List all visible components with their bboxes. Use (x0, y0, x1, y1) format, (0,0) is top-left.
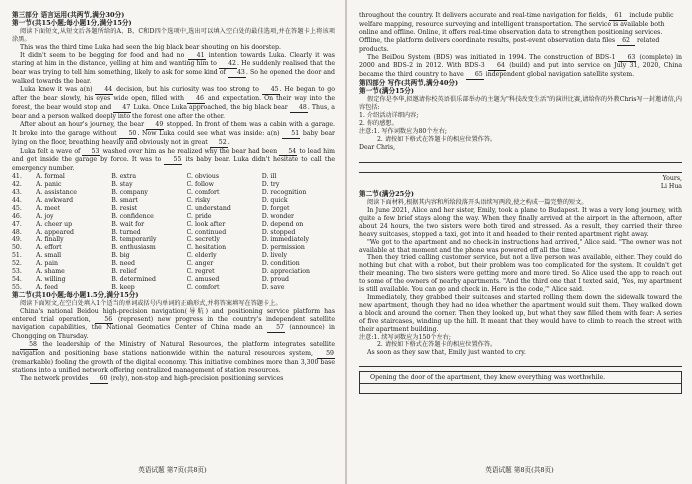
answer-line[interactable] (359, 153, 682, 163)
cloze-paragraph: Luka knew it was a(n) 44 decision, but his curiosity was too strong to 45. He began to go after the bear slowly, his eyes wide open, filled with 46 and expectation. On their way into the forest, the bear would stop and 47 Luka. Once Luka approached, the big black bear 48. Thus, a bear and a person walked deeply into the forest one after the other. (12, 86, 335, 120)
option-choice[interactable]: D. proud (261, 276, 290, 283)
option-choice[interactable]: D. recognition (261, 189, 307, 197)
cloze-paragraph: It didn't seem to be begging for food and had no 41 intention towards Luka. Clearly it was staring at him in the distance, yelling at him and wanting him to 42. He suddenly realised that the bear was trying to tell him something, likely to ask for some kind of 43. So he opened the door and walked towards the bear. (12, 51, 335, 86)
question-number: 48. (12, 228, 22, 236)
question-number: 55. (12, 283, 22, 291)
writing-1-instructions: 假定你是李华,拟邀请你校英语俱乐部举办的主题为"科技改变生活"的演讲比赛,请给你的外教Chris写一封邀请信,内容包括: (359, 96, 682, 111)
blank-64[interactable]: 64 (488, 62, 506, 71)
blank-56[interactable]: 56 (95, 316, 113, 325)
option-choice[interactable]: B. confidence (111, 212, 154, 220)
option-choice[interactable]: B. turned (111, 228, 141, 236)
option-choice[interactable]: B. keep (111, 283, 135, 291)
writing-1-point-1: 1. 介绍活动详细内容; (359, 111, 419, 119)
cloze-options (12, 173, 335, 292)
option-choice[interactable]: C. elderly (186, 252, 217, 260)
answer-line[interactable] (359, 357, 682, 367)
option-choice[interactable]: B. resist (111, 204, 138, 212)
question-number: 47. (12, 220, 22, 228)
writing-1-note-2: 2. 请按如下格式在答题卡的相应位置作答。 (377, 135, 497, 143)
story-paragraph: Then they tried calling customer service, but not a live person was available, either. They could do nothing but chat with a robot, but their problem was too complicated for the system. It couldn't get their meaning. The two sisters were getting more and more tired. So Alice used the app to reach out to some of the owners of nearby apartments. "And the third one that I texted said, 'Yes, my apartment is still available. You can go and check in. Here is the code,'" Alice said. (359, 254, 682, 294)
option-choice[interactable]: C. pride (186, 212, 212, 220)
blank-44[interactable]: 44 (95, 86, 113, 95)
option-choice[interactable]: B. need (111, 260, 135, 268)
option-choice[interactable]: C. obvious (186, 173, 219, 181)
option-choice[interactable]: D. immediately (261, 236, 310, 244)
option-choice[interactable]: B. smart (111, 196, 138, 204)
option-choice[interactable]: A. finally (36, 236, 64, 244)
option-choice[interactable]: C. look after (186, 220, 226, 228)
option-choice[interactable]: A. small (36, 252, 62, 260)
option-choice[interactable]: C. risky (186, 196, 211, 204)
blank-62[interactable]: 62 (617, 37, 635, 46)
note-label: 注意: (359, 127, 374, 135)
option-choice[interactable]: D. try (261, 181, 280, 189)
grammar-passage-continued: throughout the country. It delivers accurate and real-time navigation for fields, 61 include public welfare mapping, resource surveying and intelligent transportation. The service is available both online and offline. Online, it offers real-time observation data to strengthen positioning services. Offline, the platform delivers coordinate results, post-event observation data files 62 related products. (359, 12, 674, 53)
option-choice[interactable]: B. wait for (111, 220, 145, 228)
story-paragraph: Immediately, they grabbed their suitcases and started rolling them down the sidewalk toward the new apartment, though they had no idea whether the apartment would suit them. They walked down a block and around the corner. Then they looked up, but what they saw filled them with fear: A series of five staircases, winding up the hill. It meant that they would have to climb to reach the street with their apartment building. (359, 294, 682, 333)
question-number: 42. (12, 181, 22, 189)
option-choice[interactable]: A. formal (36, 173, 65, 181)
grammar-paragraph: 58 the leadership of the Ministry of Natural Resources, the platform integrates satellite navigation and positioning base stations nationwide within the natural resources system, 59 (remarkable) fooling the growth of the digital economy. This initiative combines more than 3,300 base stations into a unified network offering centralized management of station resources. (12, 341, 335, 374)
question-number: 41. (12, 173, 22, 181)
grammar-paragraph: The network provides 60 (rely), non-stop and high-precision positioning services (20, 374, 284, 382)
question-number: 53. (12, 268, 22, 276)
option-choice[interactable]: C. hesitation (186, 244, 227, 252)
option-choice[interactable]: D. appreciation (261, 268, 310, 276)
answer-line[interactable] (359, 163, 682, 173)
option-choice[interactable]: A. willing (36, 276, 66, 283)
option-choice[interactable]: B. determined (111, 276, 156, 283)
grammar-passage (12, 308, 335, 384)
writing-1-heading: 第一节(满分15分) (359, 87, 414, 96)
option-choice[interactable]: C. follow (186, 181, 214, 189)
option-choice[interactable]: A. feed (36, 283, 58, 291)
blank-47[interactable]: 47 (113, 104, 131, 113)
blank-53[interactable]: 53 (82, 148, 100, 157)
option-choice[interactable]: C. comfort (186, 189, 220, 197)
option-choice[interactable]: A. pain (36, 260, 59, 268)
question-number: 50. (12, 244, 22, 252)
page-7 (0, 0, 345, 484)
question-number: 54. (12, 276, 22, 283)
continuation-box[interactable] (359, 371, 682, 394)
section-4-title: 第四部分 写作(共两节,满分40分) (359, 79, 459, 88)
blank-58[interactable]: 58 (20, 341, 38, 350)
option-choice[interactable]: B. company (111, 189, 148, 197)
blank-57[interactable]: 57 (267, 324, 285, 333)
option-choice[interactable]: C. comfort (186, 283, 220, 291)
section-2-instructions: 阅读下面短文,在空白处填入1个适当的单词或括号内单词的正确形式,并将答案填写在答题卡上。 (20, 299, 282, 307)
blank-65[interactable]: 65 (466, 71, 484, 80)
option-choice[interactable]: C. understand (186, 204, 231, 212)
page-8 (347, 0, 692, 484)
blank-61[interactable]: 61 (609, 12, 627, 21)
question-number: 45. (12, 204, 22, 212)
section-1-heading: 第一节(共15小题;每小题1分,满分15分) (12, 18, 132, 27)
blank-49[interactable]: 49 (146, 121, 164, 130)
story-passage (359, 207, 682, 334)
option-choice[interactable]: C. continued (186, 228, 227, 236)
option-choice[interactable]: A. cheer up (36, 220, 73, 228)
option-choice[interactable]: A. panic (36, 181, 62, 189)
note-label: 注意: (359, 333, 374, 341)
option-choice[interactable]: D. permission (261, 244, 305, 252)
letter-greeting: Dear Chris, (359, 143, 396, 151)
writing-2-note-2: 2. 请按如下格式在答题卡的相应位置作答。 (377, 341, 497, 349)
continuation-opening-1: As soon as they saw that, Emily just wanted to cry. (367, 349, 526, 357)
option-choice[interactable]: C. amused (186, 276, 220, 283)
answer-line[interactable] (360, 384, 681, 393)
section-3-title: 第三部分 语言运用(共两节,满分30分) (12, 11, 125, 19)
option-choice[interactable]: A. joy (36, 212, 54, 220)
option-choice[interactable]: A. appeared (36, 228, 74, 236)
blank-51[interactable]: 51 (282, 130, 300, 139)
question-number: 52. (12, 260, 22, 268)
option-choice[interactable]: A. shame (36, 268, 65, 276)
blank-63[interactable]: 63 (618, 54, 636, 63)
option-choice[interactable]: D. quick (261, 196, 288, 204)
grammar-paragraph: China's national Beidou high-precision navigation(导航) and positioning service platform has entered trial operation, 56 (represent) new progress in the country's independent satellite navigation capabilities, the National Geomatics Center of China made an 57 (announce) in Chongqing on Thursday. (12, 307, 335, 341)
note-text: 1. 续写词数应为150个左右; (373, 333, 451, 341)
option-choice[interactable]: D. stopped (261, 228, 296, 236)
writing-2-heading: 第二节(满分25分) (359, 190, 414, 199)
cloze-paragraph: After about an hour's journey, the bear 49 stopped. In front of them was a cabin with a garage. It broke into the garage without 50. Now Luka could see what was inside: a(n) 51 baby bear lying on the floor, breathing heavily and obviously not in great 52. (12, 120, 336, 146)
blank-48[interactable]: 48 (290, 104, 308, 113)
option-choice[interactable]: D. depend on (261, 220, 304, 228)
blank-42[interactable]: 42 (219, 60, 237, 69)
blank-52[interactable]: 52 (210, 139, 228, 148)
option-choice[interactable]: D. wonder (261, 212, 295, 220)
blank-43[interactable]: 43 (228, 69, 246, 78)
letter-closing: Yours, (662, 175, 682, 183)
section-1-instructions: 阅读下面短文,从短文后各题所给的A、B、C和D四个选项中,选出可以填入空白处的最佳选项,并在答题卡上将该项涂黑。 (12, 27, 335, 43)
option-choice[interactable]: A. effort (36, 244, 62, 252)
option-choice[interactable]: B. stay (111, 181, 133, 189)
blank-60[interactable]: 60 (90, 375, 108, 384)
section-2-heading: 第二节(共10小题;每小题1.5分,满分15分) (12, 290, 139, 299)
option-choice[interactable]: D. condition (261, 260, 300, 268)
letter-answer-lines[interactable] (359, 153, 682, 173)
page-8-column (359, 12, 682, 394)
option-choice[interactable]: A. assistance (36, 189, 77, 197)
question-number: 49. (12, 236, 22, 244)
blank-59[interactable]: 59 (317, 350, 335, 359)
option-choice[interactable]: C. regret (186, 268, 215, 276)
option-choice[interactable]: D. save (261, 283, 285, 291)
option-choice[interactable]: B. enthusiasm (111, 244, 156, 252)
option-choice[interactable]: C. secretly (186, 236, 220, 244)
option-choice[interactable]: B. relief (111, 268, 137, 276)
cloze-passage (12, 44, 335, 174)
option-choice[interactable]: D. ill (261, 173, 277, 181)
continuation-opening-2: Opening the door of the apartment, they knew everything was worthwhile. (360, 372, 681, 384)
option-choice[interactable]: B. temporarily (111, 236, 157, 244)
story-paragraph: "We got to the apartment and no check-in instructions had arrived," Alice said. "The owner was not available at that moment and the phone was powered off all the time." (359, 238, 682, 254)
page-7-column (12, 12, 335, 384)
option-choice[interactable]: C. anger (186, 260, 214, 268)
question-number: 51. (12, 252, 22, 260)
cloze-paragraph: Luka felt a wave of 53 washed over him as he realized why the bear had been 54 to lead him and get inside the garage by force. It was to 55 its baby bear. Luka didn't hesitate to call the emergency number. (12, 147, 335, 173)
option-choice[interactable]: B. big (111, 252, 130, 260)
blank-45[interactable]: 45 (262, 86, 280, 95)
blank-50[interactable]: 50 (119, 130, 137, 139)
option-choice[interactable]: A. meet (36, 204, 61, 212)
blank-46[interactable]: 46 (187, 95, 205, 104)
question-number: 46. (12, 212, 22, 220)
option-choice[interactable]: D. forget (261, 204, 290, 212)
question-number: 44. (12, 196, 22, 204)
writing-2-instructions: 阅读下面材料,根据其内容和所给段落开头语续写两段,使之构成一篇完整的短文。 (367, 199, 588, 207)
letter-signer: Li Hua (660, 183, 682, 191)
blank-41[interactable]: 41 (188, 52, 206, 61)
story-paragraph: In June 2021, Alice and her sister, Emily, took a plane to Budapest. It was a very long journey, with quite a few brief stays along the way. When they finally arrived at the airport in the afternoon, after about 24 hours, the two sisters were both tired and stressed. As a result, they carried their three heavy suitcases, stopped a taxi, got into it and headed to their rented apartment right away. (359, 207, 682, 238)
option-choice[interactable]: D. lively (261, 252, 288, 260)
note-text: 1. 写作词数应为80个左右; (373, 127, 447, 135)
page-7-footer: 英语试题 第7页(共8页) (138, 466, 207, 474)
blank-54[interactable]: 54 (279, 148, 297, 157)
cloze-paragraph: This was the third time Luka had seen the big black bear shouting on his doorstep. (20, 43, 281, 51)
option-choice[interactable]: A. awkward (36, 196, 74, 204)
page-8-footer: 英语试题 第8页(共8页) (485, 466, 554, 474)
blank-55[interactable]: 55 (164, 156, 182, 165)
option-choice[interactable]: B. extra (111, 173, 137, 181)
writing-1-note-1 (359, 128, 682, 136)
writing-1-point-2: 2. 你的感想。 (359, 119, 398, 127)
beidou-paragraph: The BeiDou System (BDS) was initiated in 1994. The construction of BDS-1 63 (complete) in 2000 and BDS-2 in 2012. With BDS-3 64 (build) and put into service on July 31, 2020, China became the third country to have 65 independent global navigation satellite system. (359, 53, 683, 79)
question-number: 43. (12, 189, 22, 197)
